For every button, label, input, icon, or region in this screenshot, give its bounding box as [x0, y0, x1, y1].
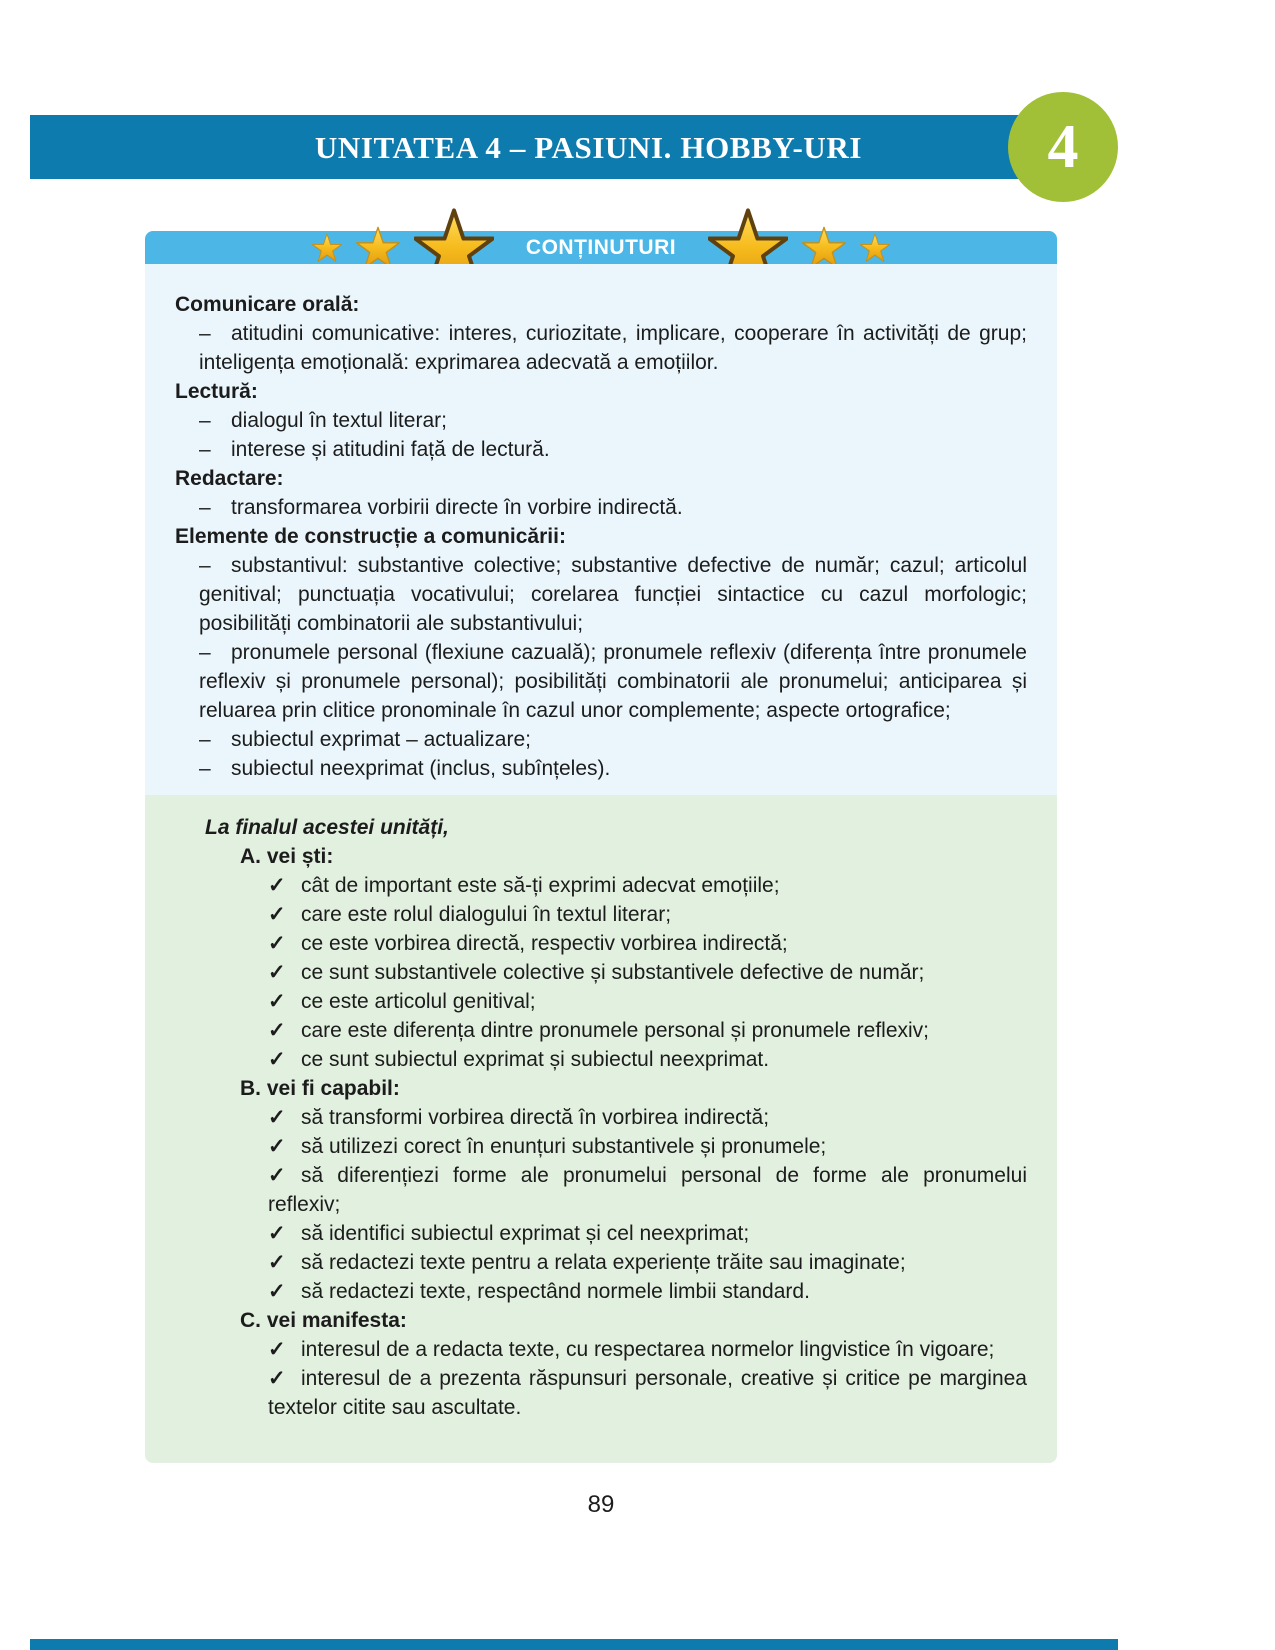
item-text: să redactezi texte pentru a relata experiențe trăite sau imaginate; [301, 1251, 906, 1274]
dash-icon: – [199, 554, 211, 577]
objective-item [175, 1248, 1027, 1277]
objectives-intro: La finalul acestei unități, [205, 816, 449, 839]
star-icon [312, 233, 342, 263]
dash-icon: – [199, 496, 211, 519]
item-text: să diferențiezi forme ale pronumelui personal de forme ale pronumelui reflexiv; [268, 1164, 1027, 1216]
check-icon: ✓ [268, 1280, 286, 1303]
check-icon: ✓ [268, 932, 286, 955]
contents-banner-label: CONȚINUTURI [525, 236, 677, 259]
objective-item [175, 1219, 1027, 1248]
item-text: să utilizezi corect în enunțuri substantivele și pronumele; [301, 1135, 827, 1158]
objective-item [175, 1045, 1027, 1074]
star-icon [356, 226, 400, 270]
objective-group-heading: A. vei ști: [240, 845, 334, 868]
dash-item [175, 319, 1027, 377]
item-text: atitudini comunicative: interes, curiozitate, implicare, cooperare în activități de grup; inteligența emoțională: exprimarea adecvată a emoțiilor. [199, 322, 1027, 374]
item-text: să transformi vorbirea directă în vorbirea indirectă; [301, 1106, 770, 1129]
dash-icon: – [199, 438, 211, 461]
item-text: cât de important este să-ți exprimi adecvat emoțiile; [301, 874, 780, 897]
check-icon: ✓ [268, 1135, 286, 1158]
objective-item [175, 871, 1027, 900]
contents-banner [145, 231, 1057, 264]
objectives-box [145, 795, 1057, 1463]
star-icon [802, 226, 846, 270]
item-text: interesul de a prezenta răspunsuri personale, creative și critice pe marginea textelor citite sau ascultate. [268, 1367, 1027, 1419]
item-text: să identifici subiectul exprimat și cel neexprimat; [301, 1222, 750, 1245]
contents-box [145, 264, 1057, 809]
item-text: subiectul exprimat – actualizare; [231, 728, 531, 751]
dash-item [175, 493, 1027, 522]
check-icon: ✓ [268, 1222, 286, 1245]
dash-item [175, 435, 1027, 464]
unit-number: 4 [1047, 112, 1079, 181]
objective-group-heading: B. vei fi capabil: [240, 1077, 400, 1100]
dash-item [175, 754, 1027, 783]
section-heading: Lectură: [175, 380, 258, 403]
dash-item [175, 725, 1027, 754]
item-text: ce este articolul genitival; [301, 990, 536, 1013]
item-text: transformarea vorbirii directe în vorbire indirectă. [231, 496, 683, 519]
check-icon: ✓ [268, 1106, 286, 1129]
star-icon [860, 233, 890, 263]
item-text: substantivul: substantive colective; substantive defective de număr; cazul; articolul genitival; punctuația vocativului; corelarea funcției sintactice cu cazul morfologic; posibilități combinatorii ale substantivului; [199, 554, 1027, 635]
dash-item [175, 638, 1027, 725]
check-icon: ✓ [268, 903, 286, 926]
item-text: care este diferența dintre pronumele personal și pronumele reflexiv; [301, 1019, 930, 1042]
check-icon: ✓ [268, 990, 286, 1013]
check-icon: ✓ [268, 1164, 286, 1187]
section-heading: Comunicare orală: [175, 293, 360, 316]
objective-group-heading: C. vei manifesta: [240, 1309, 407, 1332]
unit-header-bar [30, 115, 1037, 179]
objective-item [175, 1161, 1027, 1219]
item-text: ce este vorbirea directă, respectiv vorbirea indirectă; [301, 932, 788, 955]
item-text: ce sunt substantivele colective și substantivele defective de număr; [301, 961, 925, 984]
dash-icon: – [199, 409, 211, 432]
dash-icon: – [199, 322, 211, 345]
check-icon: ✓ [268, 961, 286, 984]
contents-sections [175, 290, 1027, 783]
page-number: 89 [587, 1491, 615, 1518]
unit-number-badge [1008, 92, 1118, 202]
item-text: interese și atitudini față de lectură. [231, 438, 550, 461]
check-icon: ✓ [268, 1367, 286, 1390]
dash-icon: – [199, 728, 211, 751]
unit-title: UNITATEA 4 – PASIUNI. HOBBY-URI [314, 129, 863, 165]
check-icon: ✓ [268, 1019, 286, 1042]
dash-icon: – [199, 757, 211, 780]
dash-item [175, 406, 1027, 435]
objective-item [175, 958, 1027, 987]
check-icon: ✓ [268, 1338, 286, 1361]
objective-item [175, 1277, 1027, 1306]
check-icon: ✓ [268, 1048, 286, 1071]
item-text: ce sunt subiectul exprimat și subiectul neexprimat. [301, 1048, 770, 1071]
dash-icon: – [199, 641, 211, 664]
item-text: care este rolul dialogului în textul literar; [301, 903, 672, 926]
objectives-groups [175, 842, 1027, 1422]
objective-item [175, 1103, 1027, 1132]
section-heading: Redactare: [175, 467, 284, 490]
footer-bar [30, 1639, 1118, 1650]
objective-item [175, 1364, 1027, 1422]
item-text: dialogul în textul literar; [231, 409, 447, 432]
objective-item [175, 1335, 1027, 1364]
check-icon: ✓ [268, 1251, 286, 1274]
dash-item [175, 551, 1027, 638]
section-heading: Elemente de construcție a comunicării: [175, 525, 566, 548]
objective-item [175, 929, 1027, 958]
objective-item [175, 900, 1027, 929]
item-text: să redactezi texte, respectând normele limbii standard. [301, 1280, 810, 1303]
objective-item [175, 1132, 1027, 1161]
objective-item [175, 1016, 1027, 1045]
item-text: pronumele personal (flexiune cazuală); pronumele reflexiv (diferența între pronumele reflexiv și pronumele personal); posibilități combinatorii ale pronumelui; anticiparea și reluarea prin clitice pronominale în cazul unor complemente; aspecte ortografice; [199, 641, 1027, 722]
check-icon: ✓ [268, 874, 286, 897]
item-text: interesul de a redacta texte, cu respectarea normelor lingvistice în vigoare; [301, 1338, 995, 1361]
objective-item [175, 987, 1027, 1016]
item-text: subiectul neexprimat (inclus, subînțeles). [231, 757, 611, 780]
